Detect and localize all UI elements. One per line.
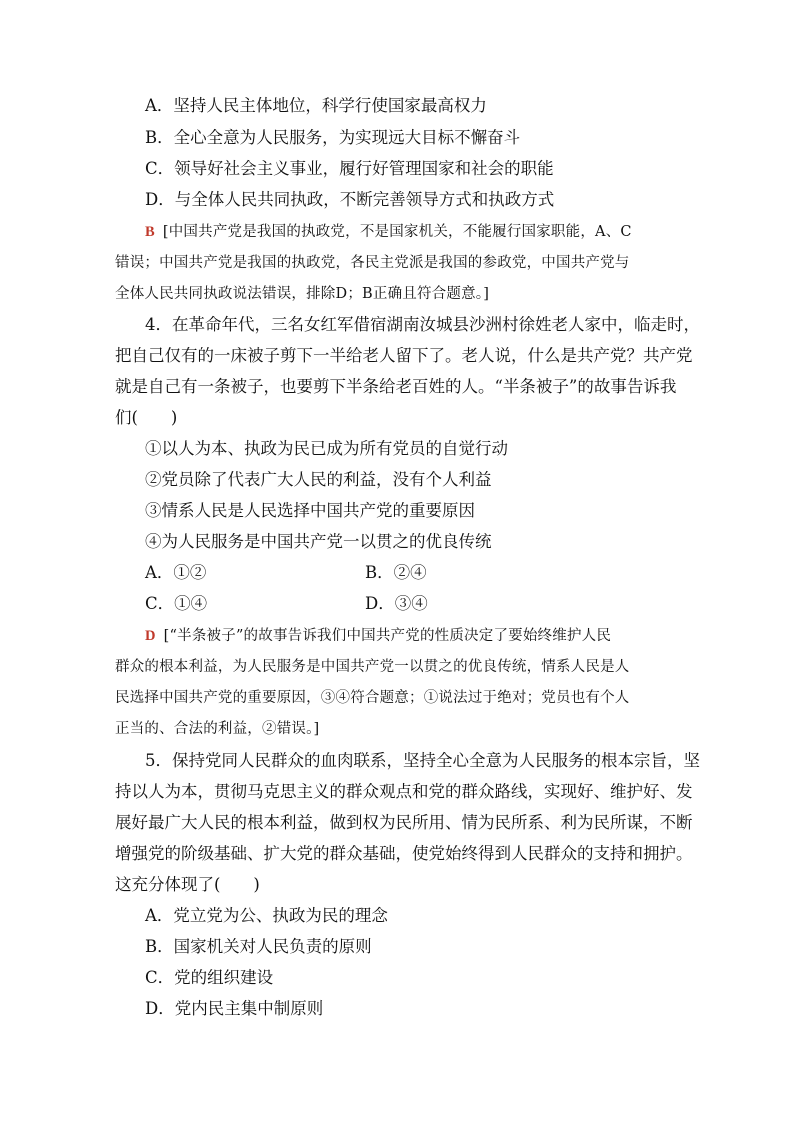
q5-option-b: B．国家机关对人民负责的原则 [145,937,372,956]
q3-explanation-line-3: 全体人民共同执政说法错误，排除D；B正确且符合题意。] [115,286,490,302]
q4-explanation-line-4: 正当的、合法的利益，②错误。] [115,721,320,737]
q4-answer-letter: D [145,628,156,644]
q4-option-d: D．③④ [365,594,428,613]
q4-statement-2: ②党员除了代表广大人民的利益，没有个人利益 [145,470,492,489]
q5-option-c: C．党的组织建设 [145,968,274,987]
q4-option-c: C．①④ [145,594,208,613]
q4-stem-line-1: 4．在革命年代，三名女红军借宿湖南汝城县沙洲村徐姓老人家中，临走时， [145,315,700,334]
q4-stem-line-3: 就是自己有一条被子，也要剪下半条给老百姓的人。“半条被子”的故事告诉我 [115,377,677,396]
q4-option-a: A．①② [145,563,207,582]
q3-explanation-line-2: 错误；中国共产党是我国的执政党，各民主党派是我国的参政党，中国共产党与 [115,255,630,271]
q4-statement-4: ④为人民服务是中国共产党一以贯之的优良传统 [145,532,492,551]
q5-stem-line-4: 增强党的阶级基础、扩大党的群众基础，使党始终得到人民群众的支持和拥护。 [115,844,693,863]
q3-option-c: C．领导好社会主义事业，履行好管理国家和社会的职能 [145,159,554,178]
q4-explanation-line-1 [145,626,611,646]
q3-option-a: A．坚持人民主体地位，科学行使国家最高权力 [145,96,487,115]
q4-option-b: B．②④ [365,563,427,582]
q3-explanation-line-1 [145,222,632,242]
q4-stem-line-4: 们( ) [115,408,178,427]
q4-explanation-line-2: 群众的根本利益，为人民服务是中国共产党一以贯之的优良传统，情系人民是人 [115,659,630,675]
q3-explanation-text-1: [中国共产党是我国的执政党，不是国家机关，不能履行国家职能，A、C [162,224,632,240]
q3-answer-letter: B [145,224,155,240]
q5-stem-line-5: 这充分体现了( ) [115,875,260,894]
q5-option-a: A．党立党为公、执政为民的理念 [145,906,388,925]
q4-explanation-text-1: [“半条被子”的故事告诉我们中国共产党的性质决定了要始终维护人民 [163,628,612,644]
q5-stem-line-2: 持以人为本，贯彻马克思主义的群众观点和党的群众路线，实现好、维护好、发 [115,782,693,801]
q5-option-d: D．党内民主集中制原则 [145,999,324,1018]
q3-option-b: B．全心全意为人民服务，为实现远大目标不懈奋斗 [145,128,521,147]
q4-statement-3: ③情系人民是人民选择中国共产党的重要原因 [145,501,475,520]
q5-stem-line-1: 5．保持党同人民群众的血肉联系，坚持全心全意为人民服务的根本宗旨，坚 [145,751,700,770]
q4-explanation-line-3: 民选择中国共产党的重要原因，③④符合题意；①说法过于绝对；党员也有个人 [115,690,630,706]
q3-option-d: D．与全体人民共同执政，不断完善领导方式和执政方式 [145,190,555,209]
q4-statement-1: ①以人为本、执政为民已成为所有党员的自觉行动 [145,439,508,458]
q5-stem-line-3: 展好最广大人民的根本利益，做到权为民所用、情为民所系、利为民所谋，不断 [115,813,693,832]
q4-stem-line-2: 把自己仅有的一床被子剪下一半给老人留下了。老人说，什么是共产党？共产党 [115,346,693,365]
